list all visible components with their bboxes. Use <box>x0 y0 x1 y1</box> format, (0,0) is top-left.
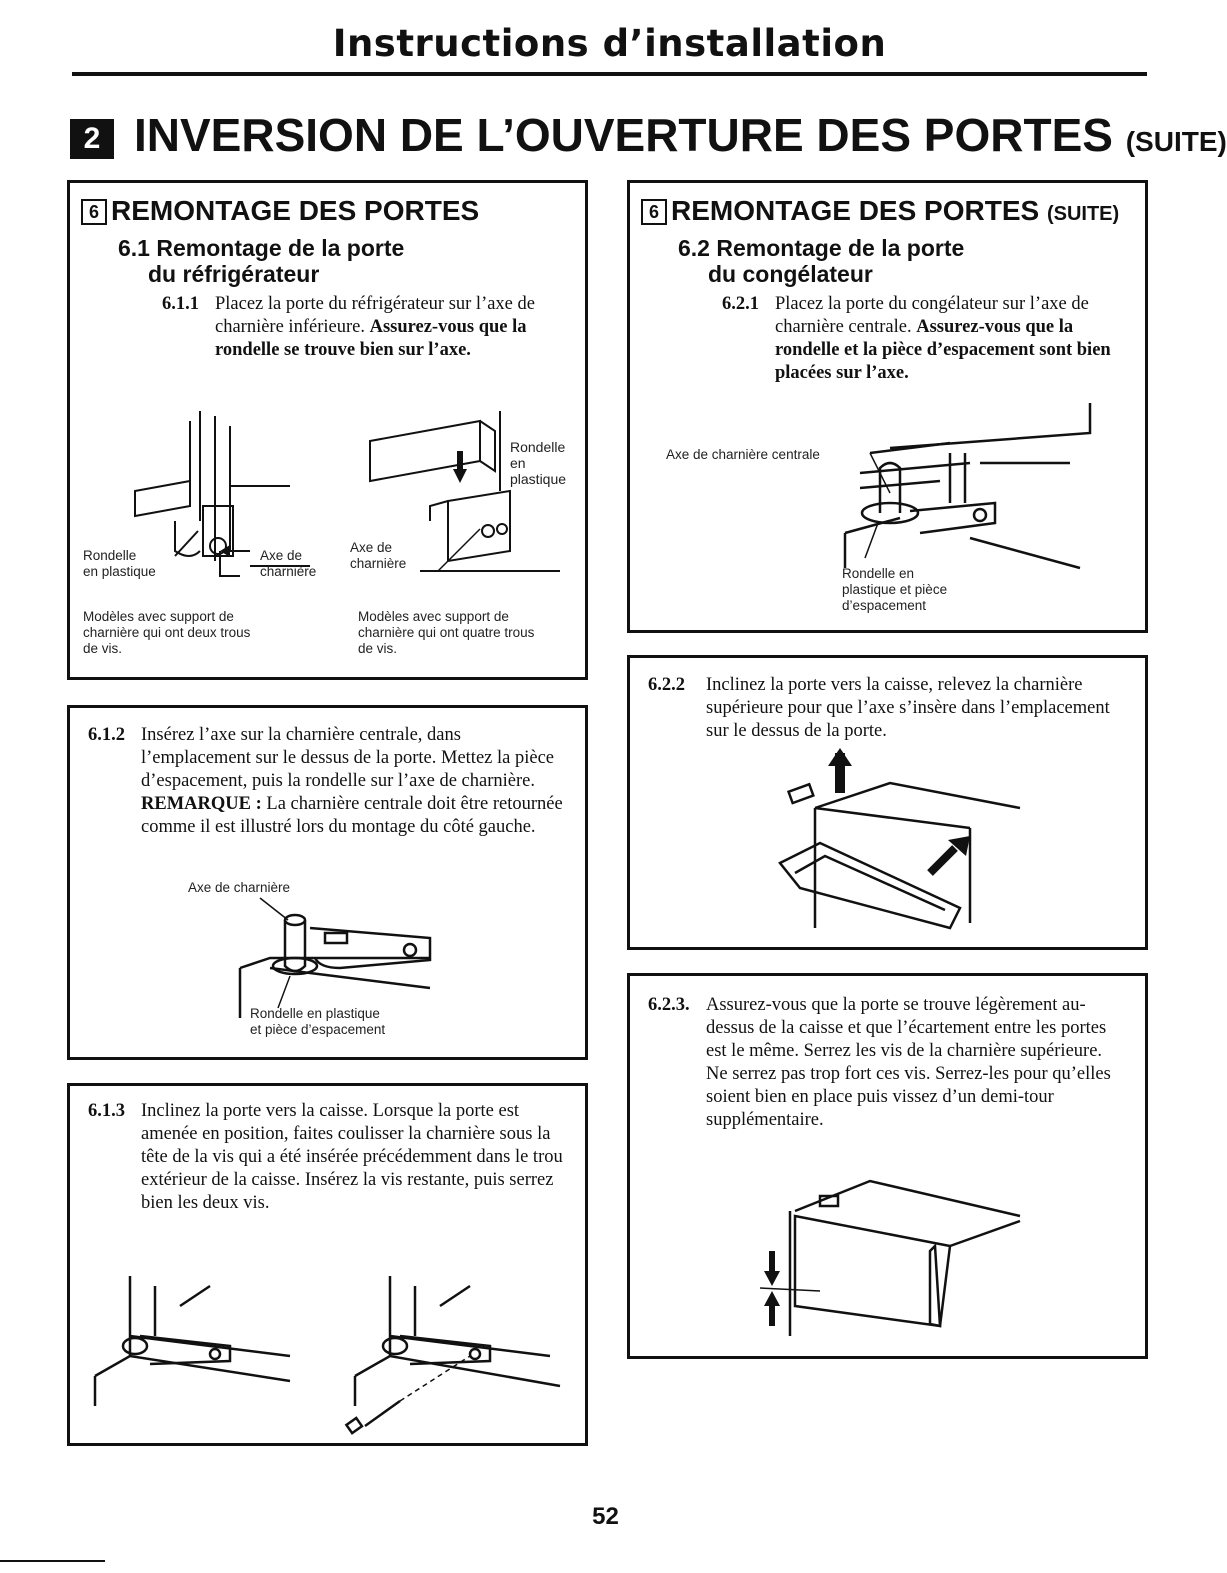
right-box-6-2-3 <box>627 973 1148 1359</box>
footer-rule <box>0 1560 105 1562</box>
tilt-door-figure <box>780 748 1040 938</box>
fig-label-axe-centrale: Axe de charnière centrale <box>666 447 820 462</box>
fig1-label-axe: Axe de charnière <box>260 548 317 579</box>
left-box-6-1-2 <box>67 705 588 1060</box>
header-rule <box>72 72 1147 76</box>
step-number-badge: 6 <box>641 199 667 225</box>
section-suite: (SUITE) <box>1125 126 1227 157</box>
hinge-screws-figure-2 <box>350 1276 580 1436</box>
box-heading: 6 REMONTAGE DES PORTES <box>81 195 479 227</box>
fig2-label-axe: Axe de charnière <box>350 540 407 571</box>
step-6-1-1: 6.1.1 Placez la porte du réfrigérateur sur l’axe de charnière inférieure. Assurez-vous que la rondelle se trouve bien sur l’axe. <box>162 294 535 360</box>
step-6-1-2: 6.1.2 Insérez l’axe sur la charnière centrale, dans l’emplacement sur le dessus de la porte. Mettez la pièce d’espacement, puis la rondelle sur l’axe de charnière. REMARQUE : La charnière centrale doit être retournée comme il est illustré lors du montage du côté gauche. <box>88 725 563 837</box>
subheading-6-2: 6.2 Remontage de la porte du congélateur <box>678 235 965 287</box>
section-title-text: INVERSION DE L’OUVERTURE DES PORTES <box>134 109 1113 161</box>
fig1-caption: Modèles avec support de charnière qui ont deux trous de vis. <box>83 609 251 656</box>
fig-label-rondelle-piece: Rondelle en plastique et pièce d’espacement <box>842 566 948 613</box>
step-number-badge: 6 <box>81 199 107 225</box>
door-alignment-figure <box>760 1166 1020 1336</box>
left-box-6-1-1 <box>67 180 588 680</box>
right-box-6-2-1 <box>627 180 1148 633</box>
fig1-label-rondelle: Rondelle en plastique <box>83 548 156 579</box>
step-6-2-1: 6.2.1 Placez la porte du congélateur sur l’axe de charnière centrale. Assurez-vous que la rondelle et la pièce d’espacement sont bien placées sur l’axe. <box>722 294 1111 383</box>
fig2-caption: Modèles avec support de charnière qui ont quatre trous de vis. <box>358 609 535 656</box>
fig-label-axe: Axe de charnière <box>188 880 291 895</box>
hinge-screws-figure-1 <box>90 1276 320 1426</box>
fig-label-rondelle: Rondelle en plastique et pièce d’espacement <box>250 1006 386 1037</box>
step-6-2-3: 6.2.3. Assurez-vous que la porte se trouve légèrement au-dessus de la caisse et que l’écartement entre les portes est le même. Serrez les vis de la charnière supérieure. Ne serrez pas trop fort ces vis. Serrez-les pour qu’elles soient bien en place puis vissez d’un demi-tour supplémentaire. <box>648 995 1111 1130</box>
page-number: 52 <box>592 1503 619 1530</box>
hinge-figure-two-holes <box>80 411 340 611</box>
step-6-2-2: 6.2.2 Inclinez la porte vers la caisse, relevez la charnière supérieure pour que l’axe s’insère dans l’emplacement sur le dessus de la porte. <box>648 675 1110 741</box>
section-number-badge: 2 <box>70 119 114 159</box>
freezer-hinge-figure <box>770 393 1130 583</box>
right-box-6-2-2 <box>627 655 1148 950</box>
left-box-6-1-3 <box>67 1083 588 1446</box>
box-heading: 6 REMONTAGE DES PORTES (SUITE) <box>641 195 1119 227</box>
step-6-1-3: 6.1.3 Inclinez la porte vers la caisse. Lorsque la porte est amenée en position, faites coulisser la charnière sous la tête de la vis qui a été insérée précédemment dans le trou extérieur de la caisse. Insérez la vis restante, puis serrez bien les deux vis. <box>88 1101 563 1213</box>
section-title <box>70 108 1227 162</box>
page-header-title: Instructions d’installation <box>332 22 887 65</box>
fig2-label-rondelle: Rondelle en plastique <box>510 439 567 487</box>
subheading-6-1: 6.1 Remontage de la porte du réfrigérateur <box>118 235 405 287</box>
